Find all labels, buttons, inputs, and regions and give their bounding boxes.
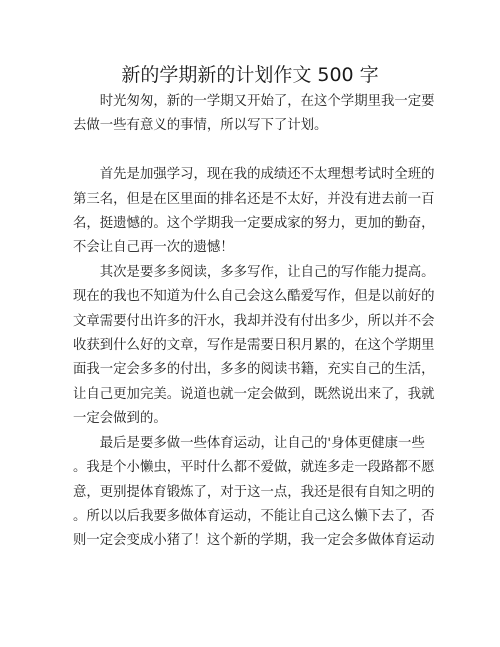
text-line: 去做一些有意义的事情，所以写下了计划。 [73, 118, 328, 134]
text-line: 其次是要多多阅读，多多写作，让自己的写作能力提高。 [73, 264, 435, 280]
text-line: 不会让自己再一次的遗憾！ [73, 240, 234, 256]
text-line [73, 139, 429, 163]
text-line: 第三名，但是在区里面的排名还是不太好，并没有进去前一百 [73, 191, 435, 207]
text-line: 让自己更加完美。说道也就一定会做到，既然说出来了，我就 [73, 386, 435, 402]
text-line: 一定会做到的。 [73, 411, 167, 427]
text-line: 面我一定会多多的付出，多多的阅读书籍，充实自己的生活， [73, 362, 435, 378]
text-line: 首先是加强学习，现在我的成绩还不太理想考试时全班的 [73, 167, 435, 183]
text-line: 时光匆匆，新的一学期又开始了，在这个学期里我一定要 [73, 94, 435, 109]
essay-body [73, 90, 435, 554]
text-line: 。我是个小懒虫，平时什么都不爱做，就连多走一段路都不愿 [73, 460, 435, 476]
text-line: 。所以以后我要多做体育运动，不能让自己这么懒下去了，否 [73, 508, 435, 524]
text-line: 收获到什么好的文章，写作是需要日积月累的，在这个学期里 [73, 338, 435, 354]
text-line: 意，更别提体育锻炼了，对于这一点，我还是很有自知之明的 [73, 484, 435, 500]
essay-title: 新的学期新的计划作文 500 字 [121, 64, 379, 86]
text-line: 最后是要多做一些体育运动，让自己的'身体更健康一些 [73, 435, 425, 451]
text-line: 名，挺遗憾的。这个学期我一定要成家的努力，更加的勤奋， [73, 216, 435, 232]
text-line: 则一定会变成小猪了！这个新的学期，我一定会多做体育运动 [73, 533, 435, 549]
text-line: 文章需要付出许多的汗水，我却并没有付出多少，所以并不会 [73, 313, 435, 329]
text-line: 现在的我也不知道为什么自己会这么酷爱写作，但是以前好的 [73, 289, 435, 305]
